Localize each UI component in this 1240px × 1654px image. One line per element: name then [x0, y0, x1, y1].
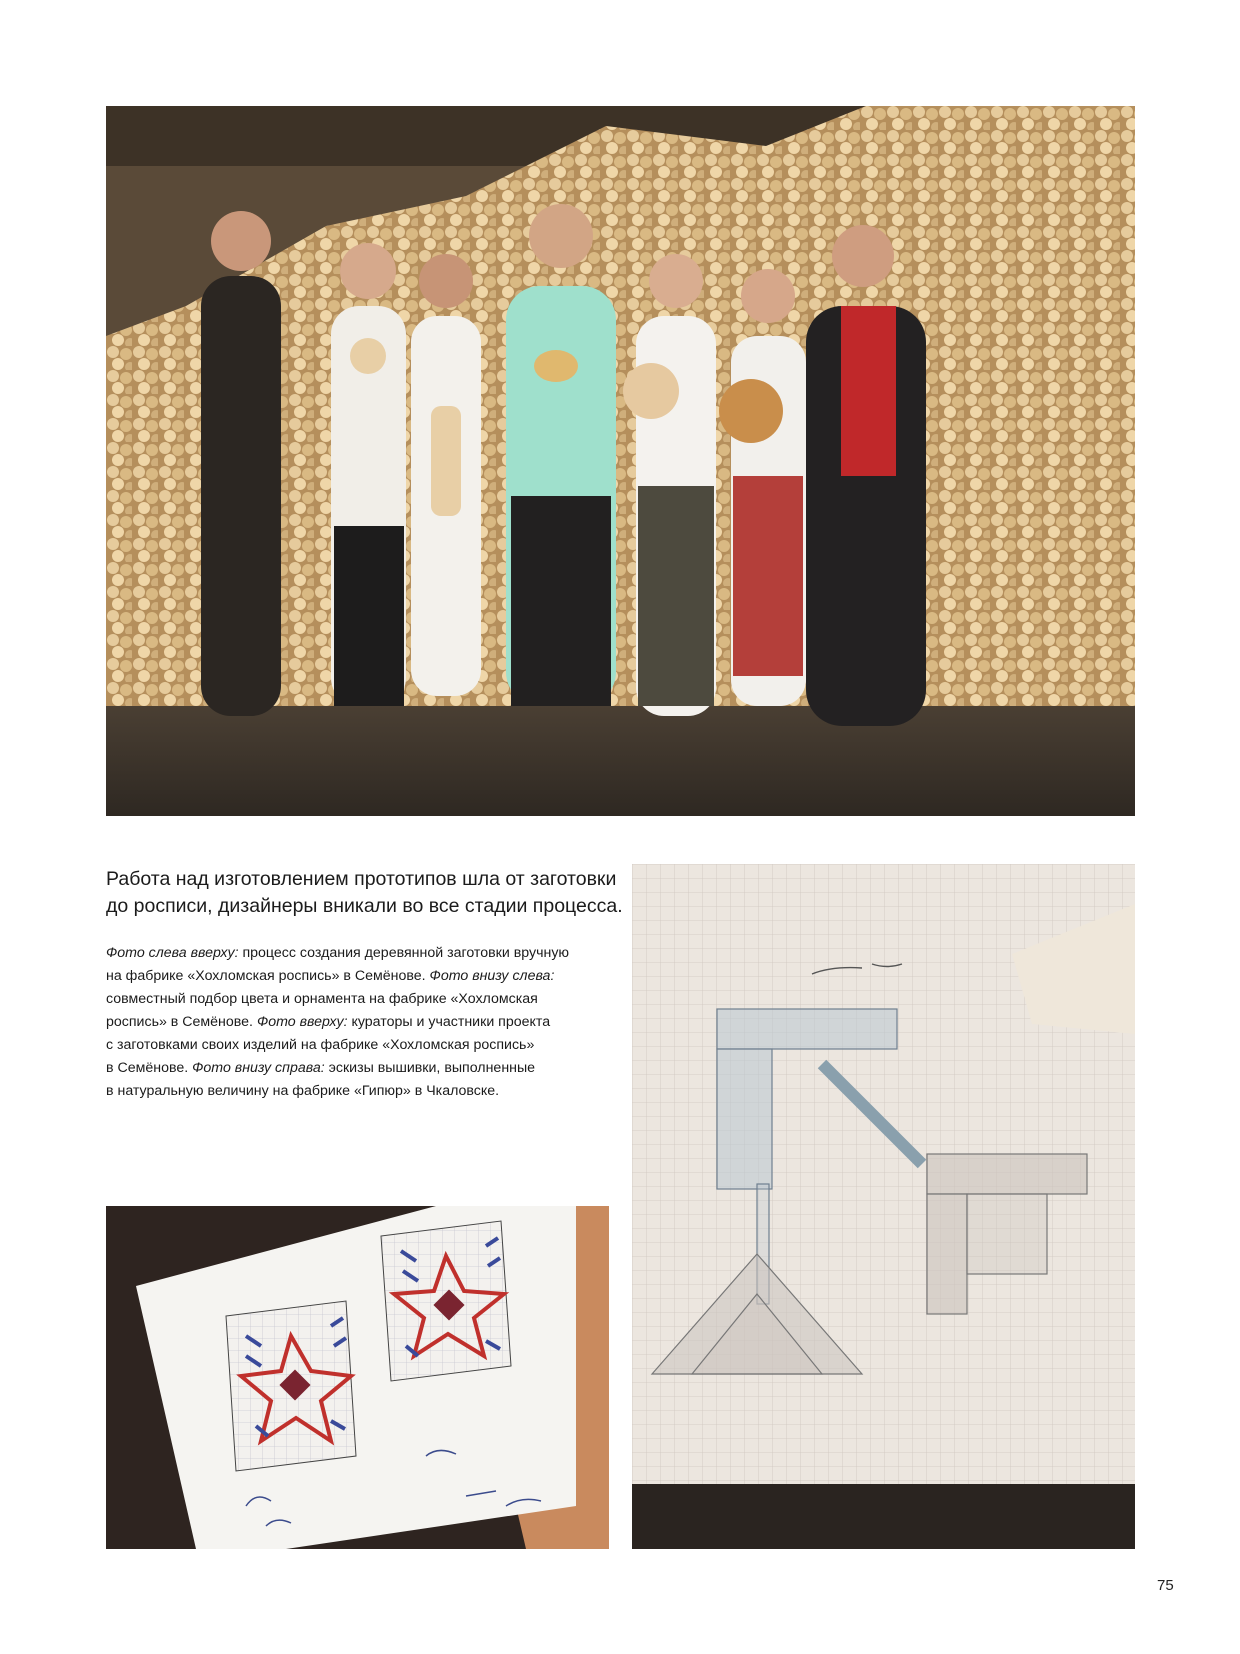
caption-text: роспись» в Семёнове.	[106, 1014, 257, 1030]
lead-line: Работа над изготовлением прототипов шла от заготовки	[106, 868, 617, 890]
team-photo	[106, 106, 1135, 816]
photo-caption	[106, 942, 606, 1103]
ornament-sketch-photo	[106, 1206, 609, 1549]
caption-text: кураторы и участники проекта	[347, 1014, 551, 1030]
embroidery-sketch-photo	[632, 864, 1135, 1549]
caption-label: Фото внизу справа:	[192, 1060, 325, 1076]
caption-text: эскизы вышивки, выполненные	[324, 1060, 536, 1076]
caption-text: с заготовками своих изделий на фабрике «Хохломская роспись»	[106, 1037, 535, 1053]
lead-line: до росписи, дизайнеры вникали во все стадии процесса.	[106, 895, 623, 917]
caption-label: Фото внизу слева:	[429, 968, 555, 984]
caption-text: в натуральную величину на фабрике «Гипюр» в Чкаловске.	[106, 1083, 500, 1099]
caption-text: процесс создания деревянной заготовки вручную	[238, 945, 570, 961]
caption-text: в Семёнове.	[106, 1060, 193, 1076]
caption-label: Фото вверху:	[256, 1014, 348, 1030]
lead-paragraph	[106, 866, 623, 920]
caption-label: Фото слева вверху:	[106, 945, 239, 961]
page-number: 75	[1157, 1577, 1174, 1594]
caption-text: совместный подбор цвета и орнамента на фабрике «Хохломская	[106, 991, 538, 1007]
caption-text: на фабрике «Хохломская роспись» в Семёнове.	[106, 968, 430, 984]
